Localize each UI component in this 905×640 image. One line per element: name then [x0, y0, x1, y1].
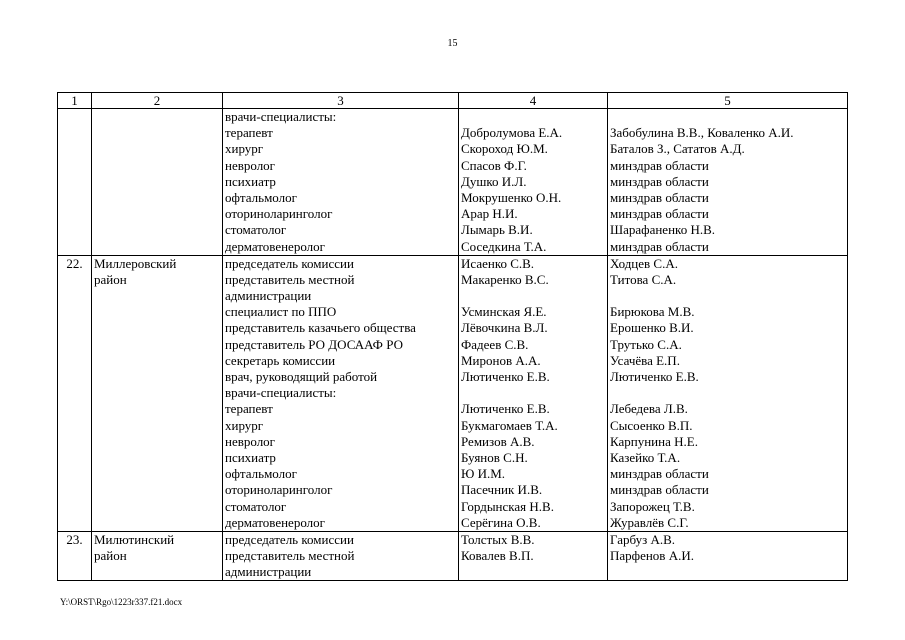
role-line: терапевт — [225, 125, 273, 141]
reserve-member-line — [610, 288, 847, 304]
district-line: Миллеровский — [94, 255, 177, 271]
main-member-line: Миронов А.А. — [461, 352, 541, 368]
reserve-member-line: Лютиченко Е.В. — [610, 369, 699, 384]
reserve-member-line: Трутько С.А. — [610, 336, 682, 352]
commission-table — [57, 92, 848, 581]
main-member-line — [461, 109, 607, 125]
reserve-member-line: Парфенов А.И. — [610, 548, 694, 564]
reserve-member-line: Баталов З., Сататов А.Д. — [610, 141, 745, 157]
row-number — [58, 109, 92, 256]
reserve-member-line: Казейко Т.А. — [610, 449, 681, 465]
main-member-line — [461, 288, 607, 304]
district-cell — [92, 109, 223, 256]
table-header-row — [58, 93, 848, 109]
role-line: стоматолог — [225, 498, 287, 514]
main-member-line: Толстых В.В. — [461, 531, 535, 547]
reserve-member-line — [610, 109, 847, 125]
main-member-line: Гордынская Н.В. — [461, 498, 554, 514]
main-member-line: Пасечник И.В. — [461, 482, 543, 498]
role-line: хирург — [225, 417, 264, 433]
reserve-member-cell — [608, 255, 848, 531]
role-line: терапевт — [225, 401, 273, 417]
table-row — [58, 255, 848, 531]
table-row — [58, 531, 848, 581]
main-member-line — [461, 385, 607, 401]
role-line: специалист по ППО — [225, 304, 337, 320]
footer-file-path: Y:\ORST\Rgo\1223r337.f21.docx — [60, 597, 183, 607]
main-member-line: Буянов С.Н. — [461, 449, 528, 465]
row-number: 22. — [58, 255, 92, 531]
main-member-line: Спасов Ф.Г. — [461, 157, 527, 173]
role-line: представитель казачьего общества — [225, 320, 416, 336]
role-line: невролог — [225, 157, 276, 173]
main-member-line: Лымарь В.И. — [461, 222, 533, 238]
reserve-member-line — [610, 385, 847, 401]
role-line: представитель местной — [225, 271, 355, 287]
role-line: председатель комиссии — [225, 531, 354, 547]
role-line: оториноларинголог — [225, 482, 333, 498]
reserve-member-line: Усачёва Е.П. — [610, 352, 680, 368]
main-member-line: Добролумова Е.А. — [461, 125, 563, 141]
reserve-member-line: Ходцев С.А. — [610, 255, 678, 271]
header-col-2: 2 — [92, 93, 223, 109]
main-member-line: Скороход Ю.М. — [461, 141, 548, 157]
main-member-line — [461, 564, 607, 580]
reserve-member-cell — [608, 109, 848, 256]
page-number: 15 — [447, 38, 458, 49]
reserve-member-line: минздрав области — [610, 482, 709, 498]
district-line: район — [94, 548, 127, 564]
header-col-3: 3 — [223, 93, 459, 109]
reserve-member-line: минздрав области — [610, 238, 709, 254]
role-line: дерматовенеролог — [225, 514, 325, 530]
table-body — [58, 109, 848, 581]
main-member-line: Усминская Я.Е. — [461, 304, 547, 320]
reserve-member-line — [610, 564, 847, 580]
reserve-member-line: Титова С.А. — [610, 271, 677, 287]
role-line: администрации — [225, 288, 312, 304]
reserve-member-line: Лебедева Л.В. — [610, 401, 688, 417]
district-line: Милютинский — [94, 531, 175, 547]
role-line: представитель местной — [225, 548, 355, 564]
role-line: хирург — [225, 141, 264, 157]
role-line: врачи-специалисты: — [225, 385, 337, 401]
reserve-member-line: Забобулина В.В., Коваленко А.И. — [610, 125, 794, 141]
role-line: офтальмолог — [225, 466, 297, 482]
main-member-line: Ремизов А.В. — [461, 433, 535, 449]
role-line: администрации — [225, 564, 312, 580]
header-col-4: 4 — [459, 93, 608, 109]
role-line: врач, руководящий работой — [225, 369, 378, 384]
header-col-1: 1 — [58, 93, 92, 109]
reserve-member-cell — [608, 531, 848, 581]
main-member-line: Макаренко В.С. — [461, 271, 549, 287]
reserve-member-line: минздрав области — [610, 173, 709, 189]
role-line: секретарь комиссии — [225, 352, 336, 368]
main-member-line: Душко И.Л. — [461, 173, 527, 189]
main-member-line: Ковалев В.П. — [461, 548, 534, 564]
role-line: невролог — [225, 433, 276, 449]
table-row — [58, 109, 848, 256]
main-member-cell — [459, 109, 608, 256]
main-member-line: Лютиченко Е.В. — [461, 369, 550, 384]
reserve-member-line: Карпунина Н.Е. — [610, 433, 698, 449]
role-line: представитель РО ДОСААФ РО — [225, 336, 403, 352]
reserve-member-line: Бирюкова М.В. — [610, 304, 695, 320]
role-line: дерматовенеролог — [225, 238, 325, 254]
main-member-line: Лёвочкина В.Л. — [461, 320, 548, 336]
role-line: председатель комиссии — [225, 255, 354, 271]
district-cell — [92, 255, 223, 531]
main-member-line: Ю И.М. — [461, 466, 506, 482]
role-line: психиатр — [225, 449, 276, 465]
role-cell — [223, 531, 459, 581]
reserve-member-line: Сысоенко В.П. — [610, 417, 693, 433]
row-number: 23. — [58, 531, 92, 581]
role-line: врачи-специалисты: — [225, 109, 337, 124]
role-line: стоматолог — [225, 222, 287, 238]
role-cell — [223, 109, 459, 256]
reserve-member-line: минздрав области — [610, 206, 709, 222]
main-member-line: Мокрушенко О.Н. — [461, 189, 562, 205]
reserve-member-line: Запорожец Т.В. — [610, 498, 695, 514]
role-line: психиатр — [225, 173, 276, 189]
header-col-5: 5 — [608, 93, 848, 109]
main-member-cell — [459, 255, 608, 531]
reserve-member-line: минздрав области — [610, 466, 709, 482]
role-cell — [223, 255, 459, 531]
role-line: оториноларинголог — [225, 206, 333, 222]
district-line: район — [94, 271, 127, 287]
main-member-line: Букмагомаев Т.А. — [461, 417, 558, 433]
main-member-line: Исаенко С.В. — [461, 255, 535, 271]
district-cell — [92, 531, 223, 581]
reserve-member-line: Журавлёв С.Г. — [610, 514, 689, 530]
reserve-member-line: минздрав области — [610, 157, 709, 173]
main-member-line: Серёгина О.В. — [461, 514, 541, 530]
reserve-member-line: минздрав области — [610, 189, 709, 205]
main-member-line: Соседкина Т.А. — [461, 238, 547, 254]
reserve-member-line: Шарафаненко Н.В. — [610, 222, 715, 238]
main-member-line: Арар Н.И. — [461, 206, 518, 222]
main-member-cell — [459, 531, 608, 581]
reserve-member-line: Ерошенко В.И. — [610, 320, 694, 336]
main-member-line: Лютиченко Е.В. — [461, 401, 550, 417]
reserve-member-line: Гарбуз А.В. — [610, 531, 676, 547]
role-line: офтальмолог — [225, 189, 297, 205]
main-member-line: Фадеев С.В. — [461, 336, 529, 352]
